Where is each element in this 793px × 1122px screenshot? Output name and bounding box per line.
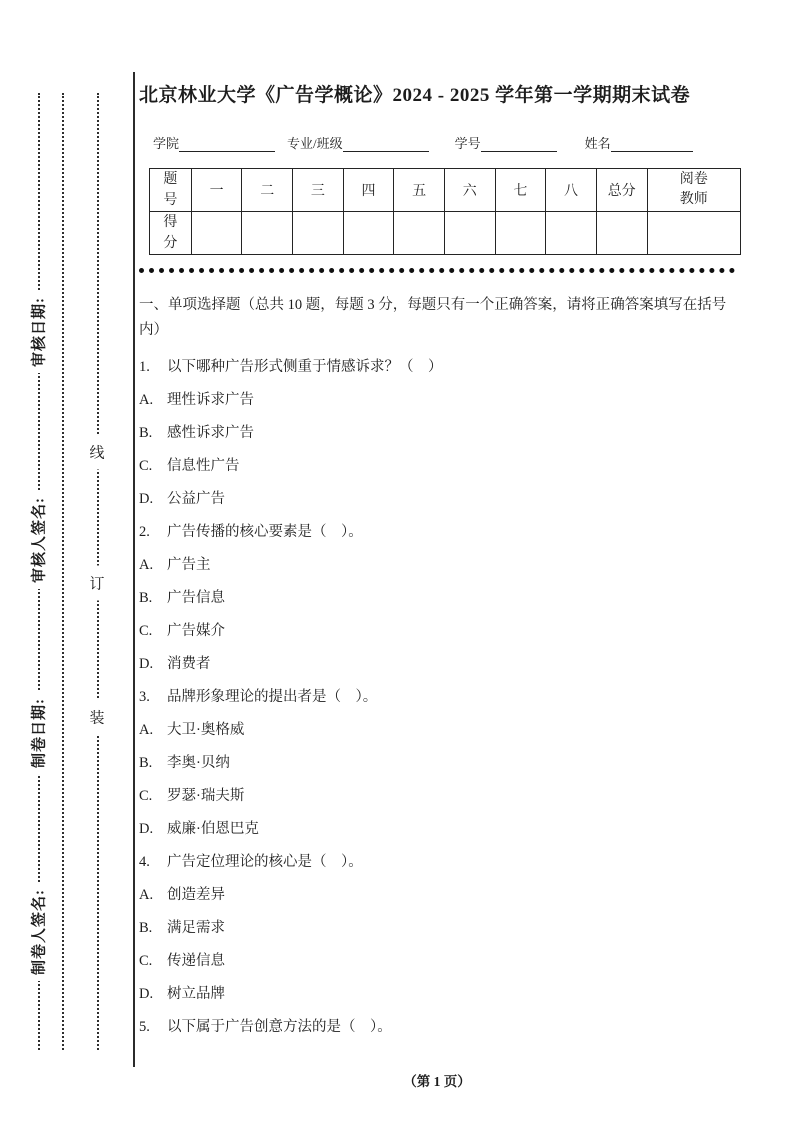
option-text: 罗瑟·瑞夫斯: [167, 787, 245, 804]
option-label: B.: [139, 589, 153, 606]
dotted-separator: [139, 268, 735, 273]
question-number: 1.: [139, 358, 150, 375]
question-4: [139, 853, 741, 872]
score-cell: [495, 212, 546, 255]
option-text: 信息性广告: [167, 457, 240, 474]
student-id-blank: [481, 137, 557, 152]
option-label: C.: [139, 622, 153, 639]
score-table-corner-label: 题号: [150, 169, 192, 212]
option-text: 公益广告: [167, 490, 225, 507]
question-3-option-b: [139, 754, 741, 773]
option-label: A.: [139, 391, 154, 408]
question-text: 广告传播的核心要素是（ ）。: [167, 523, 363, 540]
score-col-header-total: 总分: [596, 169, 647, 212]
info-label-student-id: 学号: [454, 136, 481, 151]
option-label: D.: [139, 655, 154, 672]
question-2-option-d: [139, 655, 741, 674]
question-4-option-a: [139, 886, 741, 905]
score-cell: [546, 212, 597, 255]
option-label: A.: [139, 556, 154, 573]
option-text: 树立品牌: [167, 985, 225, 1002]
student-info-row: [153, 133, 741, 152]
question-number: 5.: [139, 1018, 150, 1035]
option-label: A.: [139, 886, 154, 903]
option-label: A.: [139, 721, 154, 738]
score-col-header-1: 一: [191, 169, 242, 212]
option-label: B.: [139, 919, 153, 936]
college-blank: [179, 137, 275, 152]
score-col-header-8: 八: [546, 169, 597, 212]
score-cell: [293, 212, 344, 255]
score-col-header-grader: 阅卷教师: [647, 169, 740, 212]
score-cell: [647, 212, 740, 255]
question-1: [139, 358, 741, 377]
sidebar-label-making-date: 制卷日期:: [26, 692, 51, 774]
option-text: 创造差异: [167, 886, 225, 903]
option-text: 理性诉求广告: [167, 391, 254, 408]
name-blank: [611, 137, 693, 152]
question-3-option-a: [139, 721, 741, 740]
binding-char-bind: 装: [88, 700, 105, 735]
score-cell: [191, 212, 242, 255]
question-2: [139, 523, 741, 542]
option-text: 满足需求: [167, 919, 225, 936]
question-2-option-a: [139, 556, 741, 575]
option-text: 李奥·贝纳: [167, 754, 230, 771]
info-label-college: 学院: [153, 136, 180, 151]
score-cell: [394, 212, 445, 255]
page-footer: （第 1 页）: [403, 1074, 471, 1089]
score-col-header-5: 五: [394, 169, 445, 212]
score-table-score-row: [150, 212, 741, 255]
score-col-header-2: 二: [242, 169, 293, 212]
option-label: D.: [139, 985, 154, 1002]
question-4-option-b: [139, 919, 741, 938]
binding-line-middle: [62, 93, 64, 1050]
question-3: [139, 688, 741, 707]
question-number: 4.: [139, 853, 150, 870]
question-text: 以下属于广告创意方法的是（ ）。: [167, 1018, 392, 1035]
question-5: [139, 1018, 741, 1037]
major-class-blank: [343, 137, 429, 152]
question-4-option-d: [139, 985, 741, 1004]
option-label: B.: [139, 424, 153, 441]
question-2-option-c: [139, 622, 741, 641]
option-text: 大卫·奥格威: [167, 721, 245, 738]
section-heading: 一、单项选择题（总共 10 题，每题 3 分，每题只有一个正确答案，请将正确答案填写在括号内）: [139, 297, 727, 339]
question-text: 品牌形象理论的提出者是（ ）。: [167, 688, 378, 705]
option-text: 广告主: [167, 556, 211, 573]
binding-char-line: 线: [88, 435, 105, 470]
question-text: 以下哪种广告形式侧重于情感诉求？（ ）: [167, 358, 443, 375]
question-1-option-a: [139, 391, 741, 410]
question-4-option-c: [139, 952, 741, 971]
score-col-header-6: 六: [444, 169, 495, 212]
option-label: C.: [139, 787, 153, 804]
score-table-header-row: [150, 169, 741, 212]
score-cell: [343, 212, 394, 255]
score-row-label: 得分: [150, 212, 192, 255]
score-table: [149, 168, 741, 255]
question-3-option-c: [139, 787, 741, 806]
page-title: 北京林业大学《广告学概论》2024 - 2025 学年第一学期期末试卷: [139, 85, 691, 106]
question-1-option-d: [139, 490, 741, 509]
option-text: 消费者: [167, 655, 211, 672]
option-text: 威廉·伯恩巴克: [167, 820, 259, 837]
question-number: 3.: [139, 688, 150, 705]
score-col-header-3: 三: [293, 169, 344, 212]
score-cell: [242, 212, 293, 255]
question-2-option-b: [139, 589, 741, 608]
info-label-name: 姓名: [584, 136, 611, 151]
option-label: C.: [139, 457, 153, 474]
score-cell: [444, 212, 495, 255]
option-label: B.: [139, 754, 153, 771]
question-3-option-d: [139, 820, 741, 839]
question-number: 2.: [139, 523, 150, 540]
sidebar-label-reviewer-signature: 审核人签名:: [26, 491, 51, 589]
option-text: 广告媒介: [167, 622, 225, 639]
sidebar-label-review-date: 审核日期:: [26, 291, 51, 373]
option-label: D.: [139, 820, 154, 837]
option-text: 广告信息: [167, 589, 225, 606]
option-label: D.: [139, 490, 154, 507]
score-col-header-4: 四: [343, 169, 394, 212]
binding-char-stitch: 订: [88, 566, 105, 601]
score-col-header-7: 七: [495, 169, 546, 212]
score-cell: [596, 212, 647, 255]
option-text: 感性诉求广告: [167, 424, 254, 441]
info-label-major-class: 专业/班级: [287, 136, 343, 151]
exam-paper: [133, 72, 741, 1067]
option-text: 传递信息: [167, 952, 225, 969]
sidebar-label-maker-signature: 制卷人签名:: [26, 883, 51, 981]
question-1-option-b: [139, 424, 741, 443]
question-text: 广告定位理论的核心是（ ）。: [167, 853, 363, 870]
option-label: C.: [139, 952, 153, 969]
question-1-option-c: [139, 457, 741, 476]
